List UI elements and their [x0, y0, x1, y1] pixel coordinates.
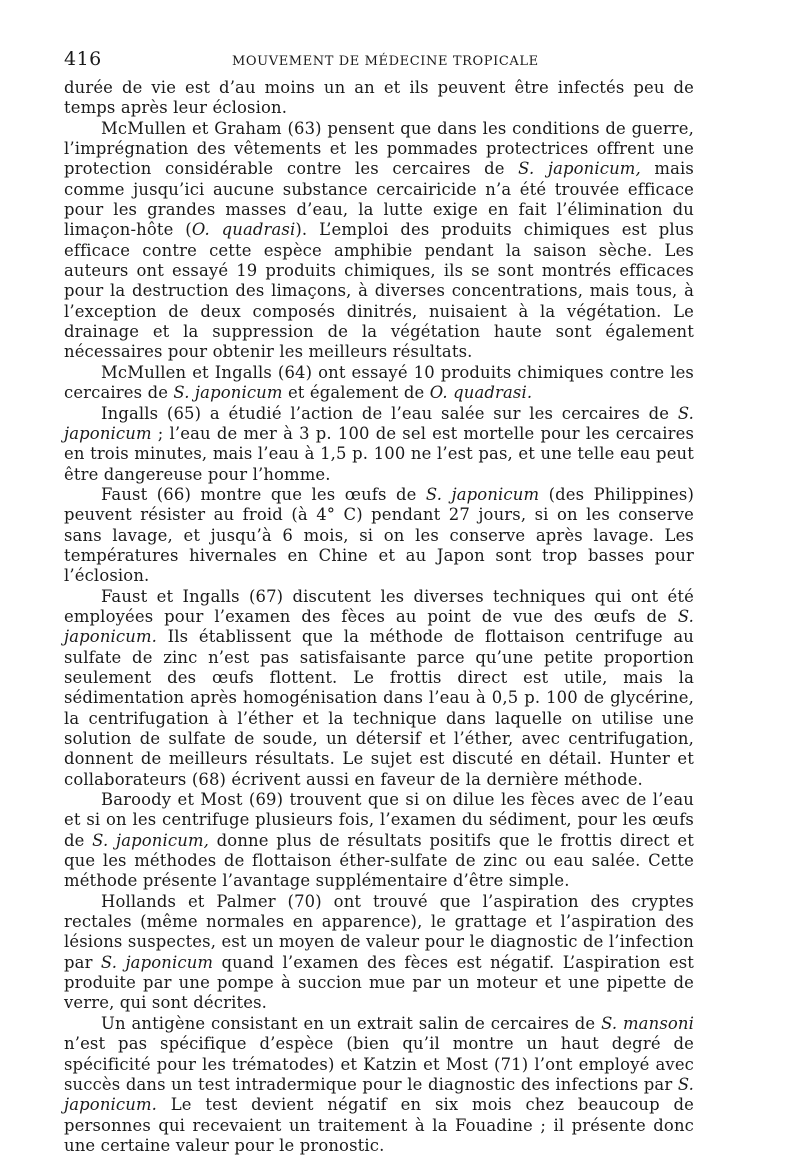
paragraph-text: mais comme jusqu’ici aucune substance cercairicide n’a été trouvée efficace pour les grandes masses d’eau, la lutte exige en fait l’élimination du limaçon-hôte (	[64, 159, 694, 240]
species-name: S. japonicum,	[518, 159, 641, 179]
paragraph	[64, 790, 694, 892]
page-header	[64, 42, 694, 70]
paragraph-text: donne plus de résultats positifs que le frottis direct et que les méthodes de flottaison éther-sulfate de zinc ou eau salée. Cette méthode présente l’avantage supplémentaire d’être simple.	[64, 830, 694, 891]
paragraph	[64, 78, 694, 119]
paragraph-text: Le test devient négatif en six mois chez beaucoup de personnes qui recevaient un traitement à la Fouadine ; il présente donc une certaine valeur pour le pronostic.	[64, 1095, 694, 1155]
paragraph	[64, 485, 694, 587]
species-name: S. japonicum.	[64, 1074, 694, 1115]
paragraph-text: Ingalls (65) a étudié l’action de l’eau salée sur les cercaires de	[101, 403, 678, 423]
paragraph-text: et également de	[282, 383, 430, 403]
paragraph	[64, 363, 694, 404]
species-name: S. japonicum	[173, 383, 283, 403]
species-name: S. japonicum	[100, 952, 214, 972]
paragraph	[64, 404, 694, 485]
paragraph-text: McMullen et Ingalls (64) ont essayé 10 produits chimiques contre les cercaires de	[64, 362, 694, 403]
document-page	[64, 42, 694, 1156]
paragraph	[64, 119, 694, 363]
paragraph-text: Faust et Ingalls (67) discutent les diverses techniques qui ont été employées pour l’examen des fèces au point de vue des œufs de	[64, 586, 694, 626]
paragraph-text: (des Philippines) peuvent résister au froid (à 4° C) pendant 27 jours, si on les conserve sans lavage, et jusqu’à 6 mois, si on les conserve après lavage. Les températures hivernales en Chine et au Japon sont trop basses pour l’éclosion.	[64, 484, 695, 586]
species-name: S. japonicum	[64, 403, 694, 443]
species-name: O. quadrasi.	[429, 383, 533, 403]
paragraph-text: durée de vie est d’au moins un an et ils peuvent être infectés peu de temps après leur éclosion.	[64, 78, 694, 118]
paragraph-text: quand l’examen des fèces est négatif. L’aspiration est produite par une pompe à succion mue par un moteur et une pipette de verre, qui sont décrites.	[64, 952, 694, 1013]
paragraph-text: ). L’emploi des produits chimiques est plus efficace contre cette espèce amphibie pendant la saison sèche. Les auteurs ont essayé 19 produits chimiques, ils se sont montrés efficaces pour la destruction des limaçons, à diverses concentrations, mais tous, à l’exception de deux composés dinitrés, nuisaient à la végétation. Le drainage et la suppression de la végétation haute sont également nécessaires pour obtenir les meilleurs résultats.	[64, 220, 694, 362]
page-number: 416	[64, 48, 102, 70]
running-title: MOUVEMENT DE MÉDECINE TROPICALE	[232, 54, 539, 69]
article-body	[64, 78, 694, 1156]
paragraph-text: ; l’eau de mer à 3 p. 100 de sel est mortelle pour les cercaires en trois minutes, mais l’eau à 1,5 p. 100 ne l’est pas, et une telle eau peut être dangereuse pour l’homme.	[64, 423, 694, 484]
paragraph-text: Ils établissent que la méthode de flottaison centrifuge au sulfate de zinc n’est pas satisfaisante parce qu’une petite proportion seulement des œufs flottent. Le frottis direct est utile, mais la sédimentation après homogénisation dans l’eau à 0,5 p. 100 de glycérine, la centrifugation à l’éther et la technique dans laquelle on utilise une solution de sulfate de soude, un détersif et l’éther, avec centrifugation, donnent de meilleurs résultats. Le sujet est discuté en détail. Hunter et collaborateurs (68) écrivent aussi en faveur de la dernière méthode.	[64, 627, 694, 789]
paragraph-text: Hollands et Palmer (70) ont trouvé que l’aspiration des cryptes rectales (même normales en apparence), le grattage et l’aspiration des lésions suspectes, est un moyen de valeur pour le diagnostic de l’infection par	[64, 891, 694, 972]
paragraph-text: n’est pas spécifique d’espèce (bien qu’il montre un haut degré de spécificité pour les trématodes) et Katzin et Most (71) l’ont employé avec succès dans un test intradermique pour le diagnostic des infections par	[64, 1034, 694, 1094]
paragraph	[64, 892, 694, 1014]
paragraph-text: Faust (66) montre que les œufs de	[101, 484, 426, 504]
species-name: S. mansoni	[601, 1013, 694, 1033]
paragraph-text: Un antigène consistant en un extrait salin de cercaires de	[101, 1013, 602, 1033]
paragraph	[64, 587, 694, 790]
species-name: S. japonicum.	[64, 606, 694, 647]
species-name: O. quadrasi	[191, 220, 296, 240]
paragraph-text: McMullen et Graham (63) pensent que dans les conditions de guerre, l’imprégnation des vêtements et les pommades protectrices offrent une protection considérable contre les cercaires de	[64, 118, 694, 179]
species-name: S. japonicum,	[92, 830, 209, 850]
paragraph	[64, 1014, 694, 1156]
species-name: S. japonicum	[425, 484, 540, 504]
paragraph-text: Baroody et Most (69) trouvent que si on dilue les fèces avec de l’eau et si on les centrifuge plusieurs fois, l’examen du sédiment, pour les œufs de	[64, 790, 694, 850]
